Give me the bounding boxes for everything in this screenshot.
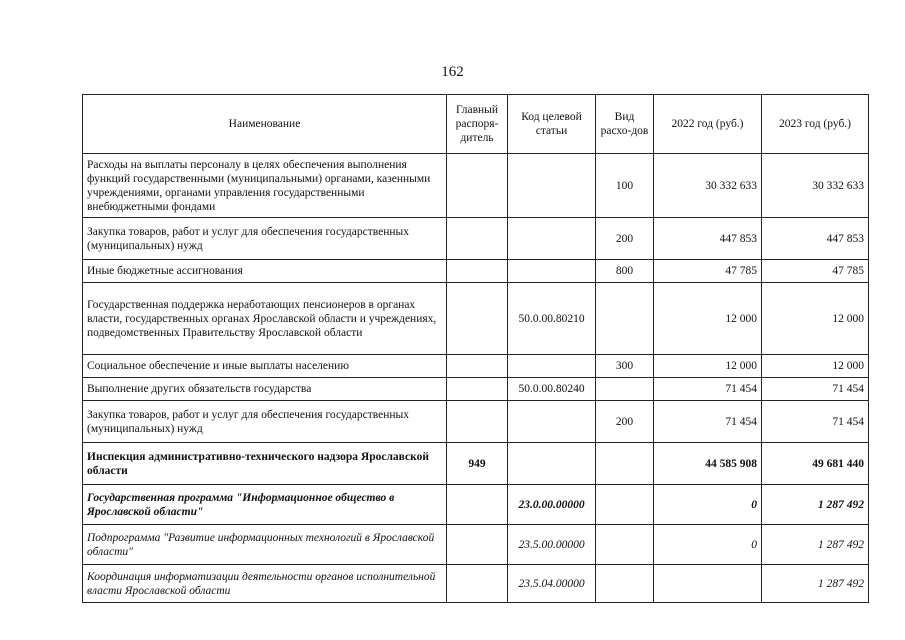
row-name: Подпрограмма "Развитие информационных технологий в Ярославской области": [83, 525, 447, 565]
table-row: [83, 283, 869, 355]
row-code: 23.5.04.00000: [508, 565, 596, 603]
row-glavny: [447, 565, 508, 603]
row-glavny: [447, 283, 508, 355]
row-2023: 447 853: [762, 218, 869, 260]
row-vid: 300: [596, 355, 654, 378]
row-code: [508, 443, 596, 485]
row-2023: 1 287 492: [762, 525, 869, 565]
row-2022: 12 000: [654, 355, 762, 378]
row-2023: 30 332 633: [762, 154, 869, 218]
row-code: [508, 355, 596, 378]
row-2023: 47 785: [762, 260, 869, 283]
row-code: 50.0.00.80210: [508, 283, 596, 355]
row-2022: 71 454: [654, 378, 762, 401]
budget-table: [82, 94, 869, 603]
row-code: [508, 154, 596, 218]
row-name: Социальное обеспечение и иные выплаты населению: [83, 355, 447, 378]
row-glavny: [447, 485, 508, 525]
table-row: [83, 401, 869, 443]
row-glavny: [447, 260, 508, 283]
table-header-row: [83, 95, 869, 154]
row-vid: [596, 378, 654, 401]
row-glavny: [447, 378, 508, 401]
row-2023: 1 287 492: [762, 565, 869, 603]
row-2022: 0: [654, 485, 762, 525]
row-glavny: [447, 218, 508, 260]
row-vid: 800: [596, 260, 654, 283]
table-row: [83, 485, 869, 525]
row-2022: 44 585 908: [654, 443, 762, 485]
row-2023: 12 000: [762, 355, 869, 378]
table-row: [83, 565, 869, 603]
row-glavny: [447, 525, 508, 565]
row-2022: 447 853: [654, 218, 762, 260]
row-2023: 12 000: [762, 283, 869, 355]
row-2023: 49 681 440: [762, 443, 869, 485]
row-vid: 200: [596, 401, 654, 443]
row-2022: 71 454: [654, 401, 762, 443]
row-2022: 47 785: [654, 260, 762, 283]
row-vid: [596, 443, 654, 485]
table-row: [83, 260, 869, 283]
row-2022: 0: [654, 525, 762, 565]
row-name: Инспекция административно-технического надзора Ярославской области: [83, 443, 447, 485]
table-row: [83, 525, 869, 565]
row-2022: [654, 565, 762, 603]
row-2023: 71 454: [762, 378, 869, 401]
header-name: Наименование: [83, 95, 447, 154]
table-row: [83, 443, 869, 485]
page-number: 162: [441, 64, 464, 80]
row-vid: [596, 485, 654, 525]
row-vid: [596, 283, 654, 355]
row-glavny: [447, 154, 508, 218]
row-2023: 1 287 492: [762, 485, 869, 525]
header-vid: Вид расхо-дов: [596, 95, 654, 154]
table-row: [83, 154, 869, 218]
row-code: [508, 260, 596, 283]
row-vid: [596, 525, 654, 565]
row-name: Расходы на выплаты персоналу в целях обеспечения выполнения функций государственными (муниципальными) органами, казенными учреждениями, органами управления государственными внебюджетными фондами: [83, 154, 447, 218]
row-name: Государственная поддержка неработающих пенсионеров в органах власти, государственных органах Ярославской области и учреждениях, подведомственных Правительству Ярославской области: [83, 283, 447, 355]
table-row: [83, 218, 869, 260]
header-2022: 2022 год (руб.): [654, 95, 762, 154]
row-vid: 100: [596, 154, 654, 218]
row-2022: 30 332 633: [654, 154, 762, 218]
row-code: 23.5.00.00000: [508, 525, 596, 565]
table-row: [83, 355, 869, 378]
row-2023: 71 454: [762, 401, 869, 443]
row-name: Государственная программа "Информационное общество в Ярославской области": [83, 485, 447, 525]
row-2022: 12 000: [654, 283, 762, 355]
row-name: Иные бюджетные ассигнования: [83, 260, 447, 283]
row-glavny: [447, 401, 508, 443]
row-vid: [596, 565, 654, 603]
row-code: [508, 218, 596, 260]
row-name: Координация информатизации деятельности органов исполнительной власти Ярославской области: [83, 565, 447, 603]
row-glavny: [447, 355, 508, 378]
header-glavny: Главный распоря-дитель: [447, 95, 508, 154]
row-name: Выполнение других обязательств государства: [83, 378, 447, 401]
row-glavny: 949: [447, 443, 508, 485]
table-row: [83, 378, 869, 401]
row-vid: 200: [596, 218, 654, 260]
row-name: Закупка товаров, работ и услуг для обеспечения государственных (муниципальных) нужд: [83, 401, 447, 443]
header-2023: 2023 год (руб.): [762, 95, 869, 154]
row-code: 23.0.00.00000: [508, 485, 596, 525]
row-name: Закупка товаров, работ и услуг для обеспечения государственных (муниципальных) нужд: [83, 218, 447, 260]
row-code: 50.0.00.80240: [508, 378, 596, 401]
header-code: Код целевой статьи: [508, 95, 596, 154]
row-code: [508, 401, 596, 443]
